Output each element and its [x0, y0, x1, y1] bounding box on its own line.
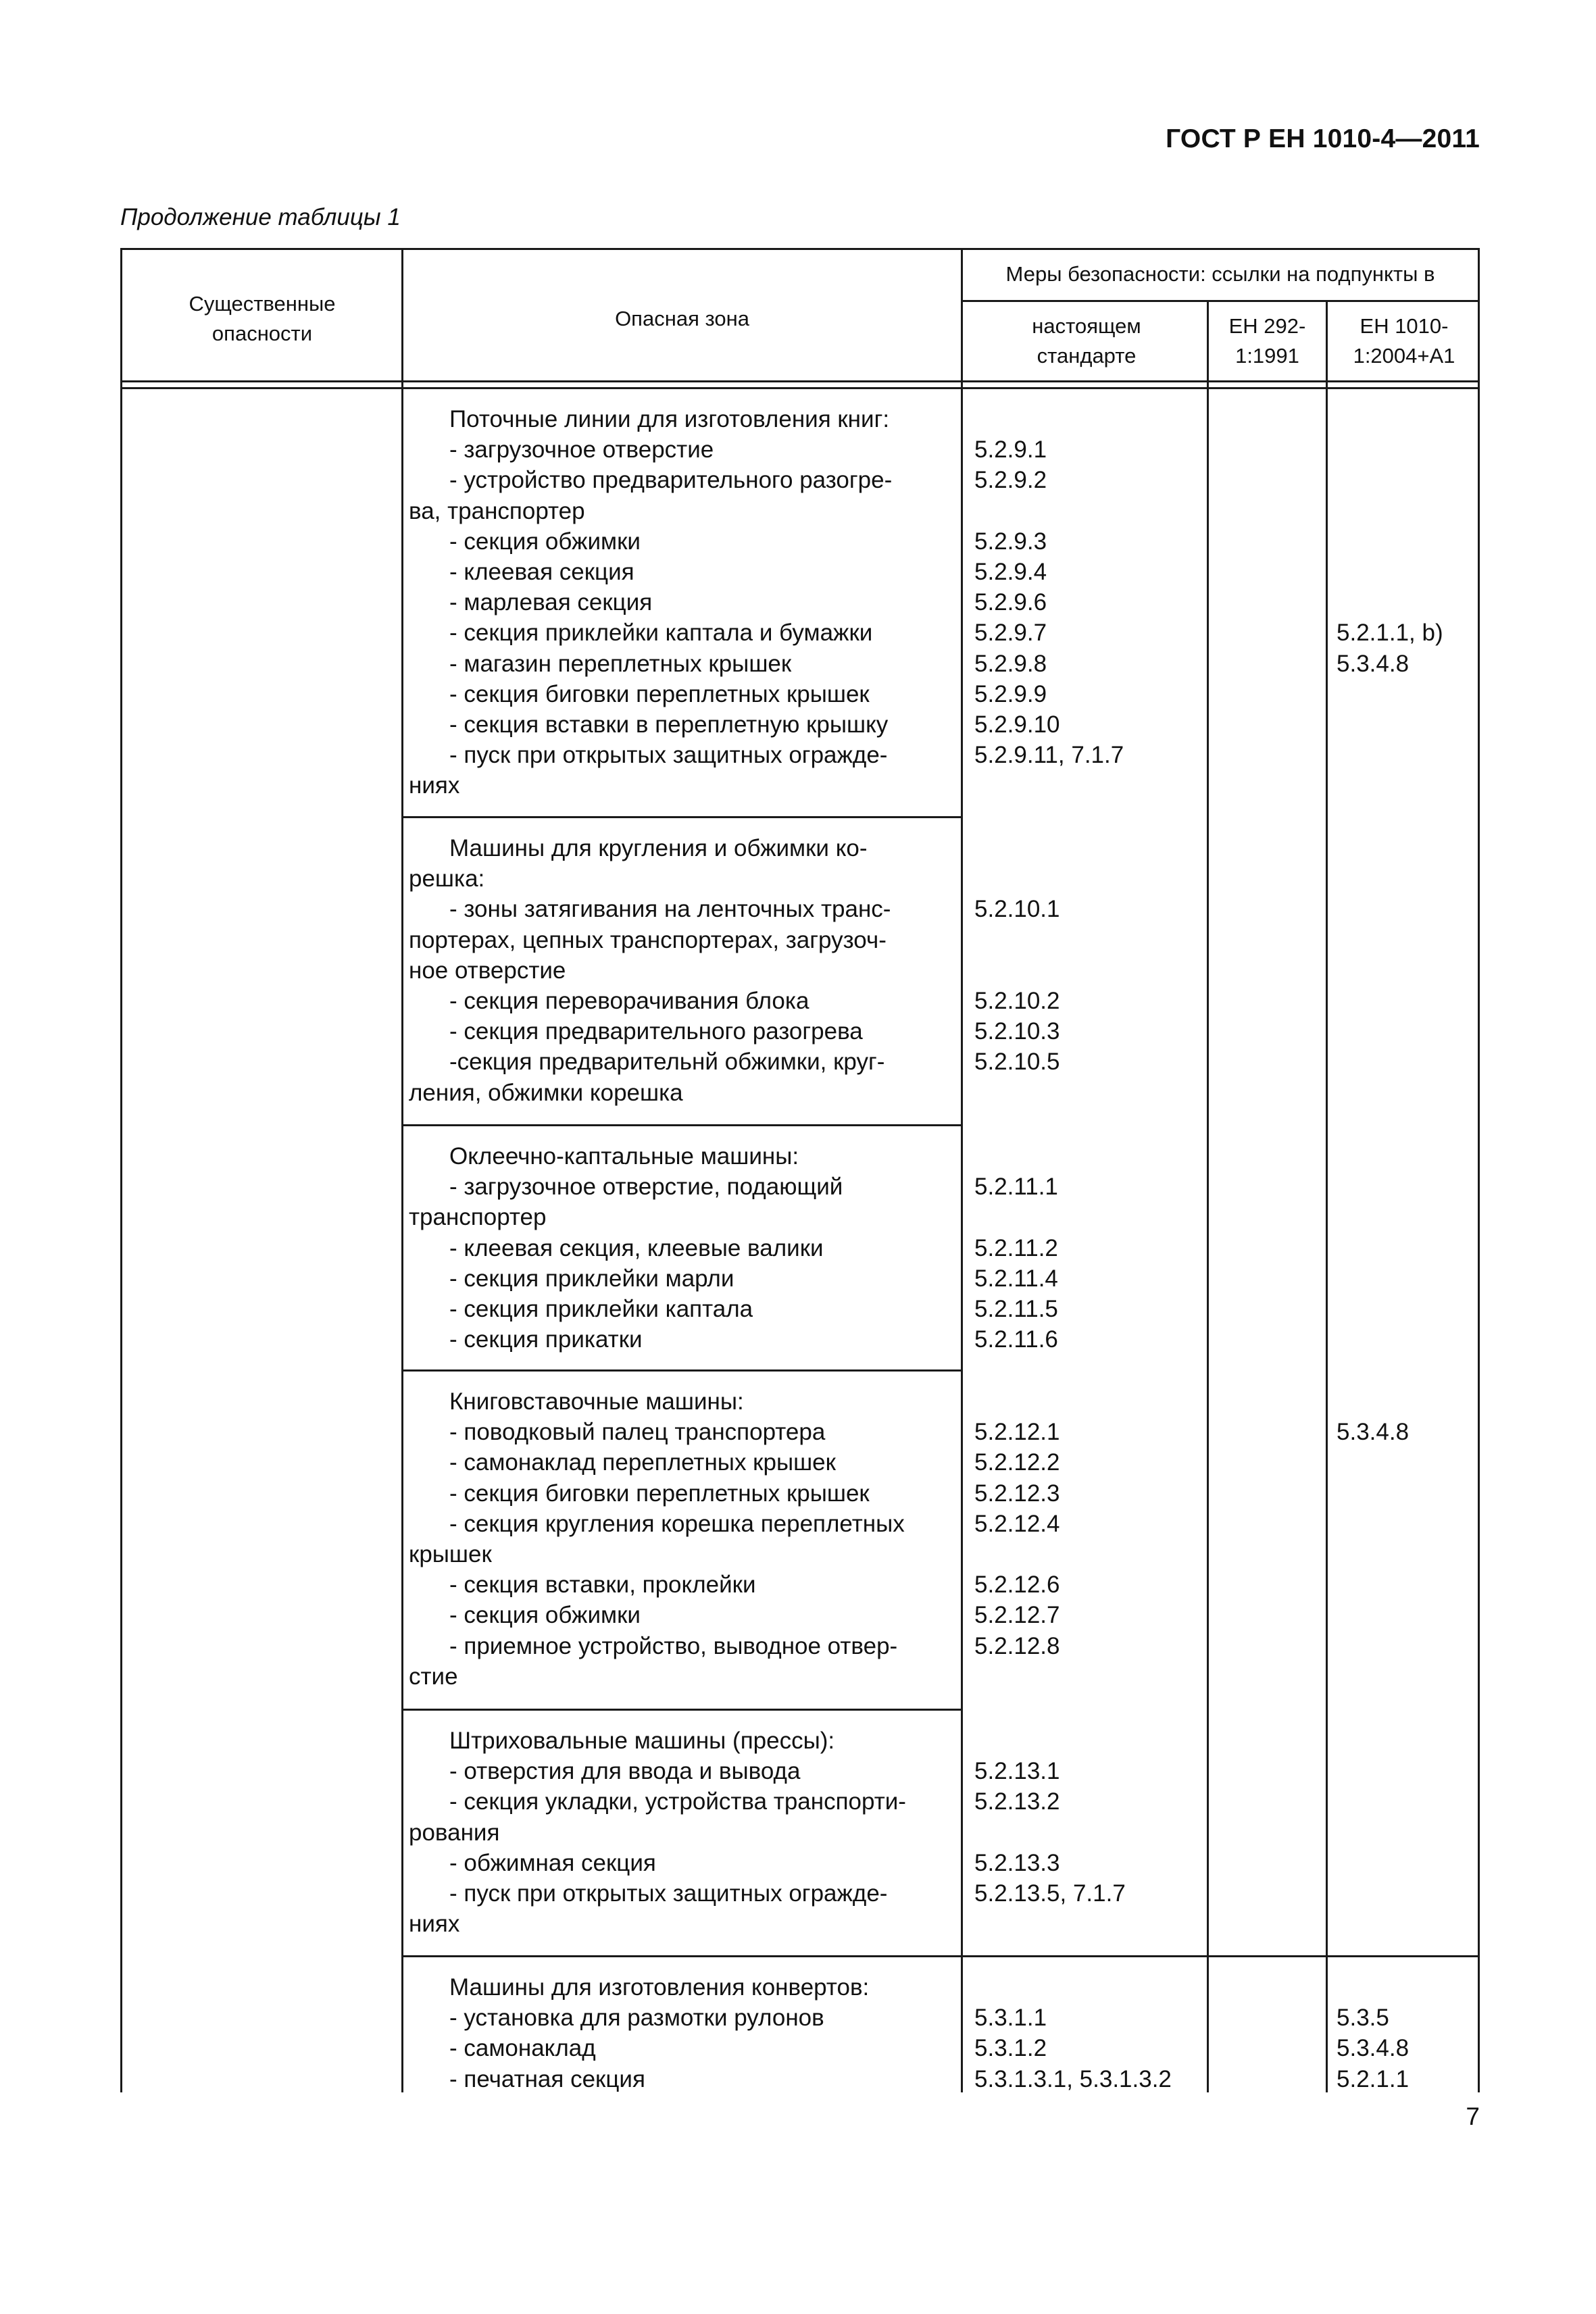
- reference: 5.2.10.2: [974, 987, 1060, 1014]
- zone-line: - секция укладки, устройства транспорти-: [449, 1788, 906, 1815]
- zone-line: - секция предварительного разогрева: [449, 1018, 863, 1045]
- refs-this-standard: [974, 1726, 1126, 1939]
- zone-line: крышек: [409, 1541, 492, 1568]
- zone-line: ления, обжимки корешка: [409, 1079, 683, 1106]
- reference: [1337, 465, 1443, 495]
- reference: 5.3.1.2: [974, 2035, 1047, 2062]
- page-number: 7: [1466, 2103, 1480, 2130]
- zone-line: стие: [409, 1663, 458, 1690]
- reference: [1337, 770, 1443, 801]
- reference: 5.3.1.3.1, 5.3.1.3.2: [974, 2065, 1172, 2092]
- reference: [1337, 1661, 1409, 1692]
- refs-this-standard: [974, 833, 1060, 1108]
- en292-en1010-divider: [1326, 300, 1328, 2092]
- reference: [1337, 587, 1443, 618]
- reference: 5.2.12.7: [974, 1602, 1060, 1629]
- zone-line: - магазин переплетных крышек: [449, 650, 792, 677]
- zone-line: - поводковый палец транспортера: [449, 1419, 826, 1446]
- zone-line: рования: [409, 1819, 500, 1846]
- reference: 5.3.4.8: [1337, 2035, 1410, 2062]
- zone-line: - секция прикатки: [449, 1326, 643, 1353]
- reference: 5.2.11.6: [974, 1326, 1058, 1353]
- reference: 5.3.4.8: [1337, 1419, 1410, 1446]
- zone-line: ва, транспортер: [409, 497, 585, 524]
- zone-line: - секция вставки в переплетную крышку: [449, 711, 889, 738]
- reference: [974, 833, 1060, 863]
- refs-en1010: [1337, 1972, 1409, 2094]
- reference: [1337, 1972, 1409, 2003]
- reference: [974, 1972, 1172, 2003]
- reference: [974, 1386, 1060, 1417]
- reference: 5.3.1.1: [974, 2005, 1047, 2032]
- header-hazards: Существенные опасности: [189, 292, 336, 345]
- zone-line: Поточные линии для изготовления книг:: [449, 406, 890, 432]
- zone-cell: [409, 1726, 949, 1939]
- reference: [974, 1078, 1060, 1108]
- reference: [1337, 557, 1443, 587]
- reference: [974, 1202, 1058, 1232]
- zone-line: - клеевая секция: [449, 559, 634, 586]
- zone-line: - установка для размотки рулонов: [449, 2005, 824, 2032]
- zone-line: - секция приклейки каптала: [449, 1296, 753, 1323]
- reference: [1337, 496, 1443, 526]
- reference: 5.2.12.1: [974, 1419, 1060, 1446]
- zone-line: портерах, цепных транспортерах, загрузоч-: [409, 926, 887, 953]
- zone-cell: [409, 1972, 949, 2094]
- reference: [974, 1817, 1126, 1848]
- zone-line: Машины для кругления и обжимки ко-: [449, 835, 868, 861]
- zone-line: - загрузочное отверстие, подающий: [449, 1174, 843, 1201]
- refs-en1010: [1337, 1386, 1409, 1692]
- zone-line: Машины для изготовления конвертов:: [449, 1974, 870, 2001]
- zone-line: ниях: [409, 1911, 460, 1938]
- reference: 5.2.9.6: [974, 589, 1047, 616]
- zone-line: -секция предварительнй обжимки, круг-: [449, 1049, 885, 1076]
- zone-line: Книговставочные машины:: [449, 1388, 744, 1415]
- reference: [1337, 1478, 1409, 1509]
- zone-cell: [409, 404, 949, 801]
- refs-this-standard: [974, 1386, 1060, 1692]
- reference: 5.2.9.3: [974, 528, 1047, 555]
- reference: 5.2.1.1: [1337, 2065, 1410, 2092]
- reference: [974, 863, 1060, 894]
- safety-table: [120, 248, 1480, 2092]
- reference: [974, 1726, 1126, 1756]
- reference: 5.2.1.1, b): [1337, 620, 1443, 647]
- zone-cell: [409, 833, 949, 1108]
- reference: [1337, 740, 1443, 770]
- zone-line: - приемное устройство, выводное отвер-: [449, 1632, 898, 1659]
- reference: [974, 1661, 1060, 1692]
- zone-line: - устройство предварительного разогре-: [449, 467, 893, 494]
- reference: 5.2.9.7: [974, 620, 1047, 647]
- zone-line: - самонаклад: [449, 2035, 596, 2062]
- zone-line: - секция биговки переплетных крышек: [449, 1480, 870, 1507]
- reference: [1337, 1539, 1409, 1569]
- group-separator: [401, 816, 963, 818]
- header-measures: Меры безопасности: ссылки на подпункты в: [1005, 262, 1435, 286]
- reference: 5.2.10.5: [974, 1049, 1060, 1076]
- zone-line: - секция переворачивания блока: [449, 988, 809, 1015]
- reference: 5.2.12.4: [974, 1510, 1060, 1537]
- group-separator: [401, 1709, 963, 1711]
- group-separator: [401, 1369, 963, 1372]
- reference: [974, 925, 1060, 955]
- zone-line: - пуск при открытых защитных огражде-: [449, 742, 888, 769]
- reference: [1337, 526, 1443, 557]
- header-en1010: ЕН 1010-1:2004+А1: [1353, 314, 1455, 368]
- reference: 5.2.9.10: [974, 711, 1060, 738]
- refs-en1010: [1337, 404, 1443, 801]
- reference: 5.2.9.8: [974, 650, 1047, 677]
- zone-line: - самонаклад переплетных крышек: [449, 1449, 836, 1476]
- zone-line: - марлевая секция: [449, 589, 653, 616]
- zone-line: - печатная секция: [449, 2065, 645, 2092]
- reference: 5.2.9.2: [974, 467, 1047, 494]
- reference: [1337, 709, 1443, 740]
- reference: 5.2.9.11, 7.1.7: [974, 742, 1124, 769]
- reference: 5.3.4.8: [1337, 650, 1410, 677]
- reference: [1337, 1386, 1409, 1417]
- reference: [1337, 404, 1443, 434]
- zone-line: - секция вставки, проклейки: [449, 1571, 756, 1599]
- hazards-zone-divider: [401, 248, 403, 2092]
- table-left-border: [120, 248, 122, 2092]
- zone-line: Штриховальные машины (прессы):: [449, 1728, 835, 1754]
- zone-line: - загрузочное отверстие: [449, 436, 714, 463]
- reference: 5.2.12.3: [974, 1480, 1060, 1507]
- zone-line: - секция биговки переплетных крышек: [449, 680, 870, 707]
- zone-line: - отверстия для ввода и вывода: [449, 1758, 801, 1785]
- reference: 5.2.13.5, 7.1.7: [974, 1880, 1126, 1907]
- document-designation: ГОСТ Р ЕН 1010-4—2011: [1166, 124, 1480, 153]
- reference: [974, 770, 1124, 801]
- reference: 5.2.11.2: [974, 1234, 1058, 1261]
- reference: 5.2.12.8: [974, 1632, 1060, 1659]
- group-separator: [401, 1124, 963, 1126]
- zone-line: решка:: [409, 865, 485, 892]
- reference: [1337, 1509, 1409, 1539]
- zone-line: транспортер: [409, 1204, 547, 1231]
- reference: [974, 1909, 1126, 1939]
- reference: 5.2.10.3: [974, 1018, 1060, 1045]
- zone-line: Оклеечно-каптальные машины:: [449, 1143, 799, 1169]
- this-en292-divider: [1207, 300, 1209, 2092]
- measures-subheader-line: [961, 300, 1480, 302]
- zone-measures-divider: [961, 248, 963, 2092]
- refs-this-standard: [974, 1972, 1172, 2094]
- reference: 5.2.9.1: [974, 436, 1047, 463]
- zone-line: - клеевая секция, клеевые валики: [449, 1234, 824, 1261]
- header-this-standard: настоящем стандарте: [1032, 314, 1141, 368]
- header-en292: ЕН 292-1:1991: [1228, 314, 1306, 368]
- reference: [1337, 434, 1443, 465]
- reference: 5.2.9.4: [974, 558, 1047, 585]
- zone-cell: [409, 1386, 949, 1692]
- zone-line: - секция обжимки: [449, 528, 641, 555]
- reference: 5.2.12.2: [974, 1449, 1060, 1476]
- zone-line: - обжимная секция: [449, 1849, 656, 1876]
- zone-line: ное отверстие: [409, 957, 566, 984]
- zone-line: - зоны затягивания на ленточных транс-: [449, 896, 891, 923]
- zone-line: ниях: [409, 772, 460, 799]
- reference: [974, 1539, 1060, 1569]
- reference: [974, 496, 1124, 526]
- header-zone: Опасная зона: [615, 307, 749, 330]
- reference: [1337, 1600, 1409, 1630]
- table-top-border: [120, 248, 1480, 250]
- reference: 5.2.13.2: [974, 1788, 1060, 1815]
- reference: [1337, 1569, 1409, 1600]
- reference: 5.2.13.1: [974, 1758, 1060, 1785]
- reference: 5.2.11.1: [974, 1174, 1058, 1201]
- reference: 5.2.13.3: [974, 1849, 1060, 1876]
- reference: 5.2.10.1: [974, 896, 1060, 923]
- refs-this-standard: [974, 1141, 1058, 1355]
- table-caption: Продолжение таблицы 1: [120, 204, 401, 230]
- group-separator: [401, 1955, 1480, 1957]
- refs-this-standard: [974, 404, 1124, 801]
- reference: [1337, 1447, 1409, 1478]
- zone-line: - пуск при открытых защитных огражде-: [449, 1880, 888, 1907]
- reference: 5.2.12.6: [974, 1571, 1060, 1599]
- reference: 5.2.9.9: [974, 680, 1047, 707]
- table-right-border: [1478, 248, 1480, 2092]
- reference: [1337, 679, 1443, 709]
- header-bottom-line-double: [120, 387, 1480, 389]
- zone-line: - секция обжимки: [449, 1602, 641, 1629]
- header-bottom-line: [120, 380, 1480, 382]
- zone-cell: [409, 1141, 949, 1355]
- reference: [974, 955, 1060, 986]
- reference: [974, 404, 1124, 434]
- reference: 5.2.11.4: [974, 1265, 1058, 1292]
- reference: [974, 1141, 1058, 1172]
- zone-line: - секция приклейки каптала и бумажки: [449, 620, 873, 647]
- reference: [1337, 1631, 1409, 1661]
- zone-line: - секция кругления корешка переплетных: [449, 1510, 905, 1537]
- reference: 5.3.5: [1337, 2005, 1389, 2032]
- reference: 5.2.11.5: [974, 1295, 1058, 1322]
- zone-line: - секция приклейки марли: [449, 1265, 734, 1292]
